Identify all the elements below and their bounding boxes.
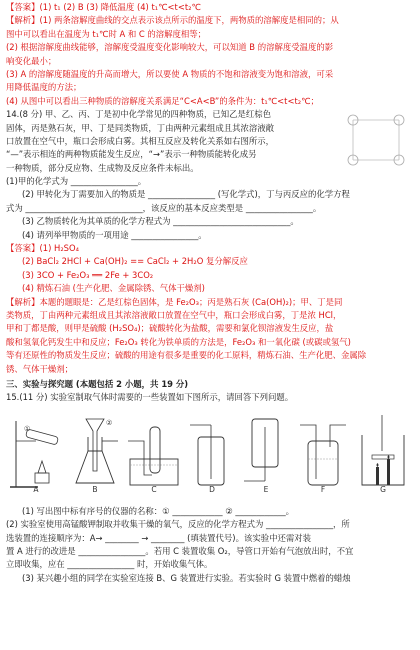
question-part-2-cont: 立即收集，应在 ________________ 时，开始收集气体。 bbox=[6, 559, 213, 570]
apparatus-label: B bbox=[92, 485, 98, 495]
explanation-line: 等有还原性的物质发生反应；硫酸的用途有很多是重要的化工原料，精炼石油、生产化肥、金属除 bbox=[6, 350, 367, 361]
apparatus-g bbox=[354, 411, 412, 495]
question-part-2-cont: 选装置的连接顺序为：A→ ________ → ________ (填装置代号)。该实验中还需对装 bbox=[6, 532, 311, 543]
explanation-line: 【解析】本题的题眼是：乙是红棕色固体，是 Fe₂O₃；丙是熟石灰 (Ca(OH)₂)；甲、丁是同 bbox=[6, 296, 343, 307]
answer-line: (2) BaCl₂ 2HCl + Ca(OH)₂ == CaCl₂ + 2H₂O 复分解反应 bbox=[22, 256, 248, 267]
explanation-line: 甲和丁都是酸，则甲是硫酸 (H₂SO₄)；硫酸转化为盐酸，需要和氯化钡溶液发生反应，盐 bbox=[6, 323, 334, 334]
apparatus-label: E bbox=[263, 485, 269, 495]
question-text: 15.(11 分) 实验室制取气体时需要的一些装置如下图所示，请回答下列问题。 bbox=[6, 392, 294, 403]
explanation-line: 酸和氢氧化钙发生中和反应；Fe₂O₃ 转化为铁单质的方法是，Fe₂O₃ 和一氧化碳 (或碳或氢气) bbox=[6, 336, 351, 347]
section-heading: 三、实验与探究题 (本题包括 2 小题，共 19 分) bbox=[6, 378, 189, 389]
question-text: 口放置在空气中，瓶口会形成白雾。其相互反应及转化关系如右图所示， bbox=[6, 135, 274, 146]
apparatus-b bbox=[68, 411, 122, 495]
apparatus-e bbox=[240, 411, 292, 495]
question-15 bbox=[6, 391, 415, 585]
question-14 bbox=[6, 108, 415, 242]
apparatus-c bbox=[126, 411, 182, 495]
question-text: 14.(8 分) 甲、乙、丙、丁是初中化学常见的四种物质，已知乙是红棕色 bbox=[6, 109, 272, 120]
question-part-3: (3) 乙物质转化为其单质的化学方程式为 ____________________________。 bbox=[22, 216, 299, 227]
answer-line: (4) 精炼石油 (生产化肥、金属除锈、气体干燥剂) bbox=[22, 283, 205, 294]
question-part-2-cont: 式为 ____________________________，该反应的基本反应类型是 ________________。 bbox=[6, 202, 322, 213]
answer-line: (3) 3CO + Fe₂O₃ ══ 2Fe + 3CO₂ bbox=[22, 269, 154, 280]
svg-text:①: ① bbox=[24, 424, 31, 433]
apparatus-label: G bbox=[380, 485, 386, 495]
explanation-line: (3) A 的溶解度随温度的升高而增大，所以要使 A 物质的不饱和溶液变为饱和溶液，可采 bbox=[6, 68, 334, 79]
explanation-line: (2) 根据溶解度曲线能够，溶解度受温度变化影响较大，可以知道 B 的溶解度受温度的影 bbox=[6, 42, 334, 53]
apparatus-a bbox=[8, 411, 64, 495]
svg-text:②: ② bbox=[106, 418, 113, 427]
question-text: “—”表示相连的两种物质能发生反应，“→”表示一种物质能转化成另 bbox=[6, 149, 257, 160]
explanation-line: 类物质，丁由两种元素组成且其浓溶液敞口放置在空气中，瓶口会形成白雾，丁是浓 HCl， bbox=[6, 309, 342, 320]
question-part-2: (2) 甲转化为丁需要加入的物质是 ________________ (写化学式)，丁与丙反应的化学方程 bbox=[22, 189, 350, 200]
explanation-line: (4) 从图中可以看出三种物质的溶解度关系满足“C<A<B”的条件为：t₁℃<t<t₂℃； bbox=[6, 95, 319, 106]
explanation-line: 图中可以看出在温度为 t₁℃时 A 和 C 的溶解度相等； bbox=[6, 28, 207, 39]
apparatus-label: F bbox=[320, 485, 326, 495]
document-page bbox=[6, 1, 415, 585]
explanation-line: 响变化最小； bbox=[6, 55, 57, 66]
explanation-line: 锈、气体干燥剂； bbox=[6, 363, 73, 374]
explanation-line: 用降低温度的方法； bbox=[6, 82, 82, 93]
question-part-4: (4) 请列举甲物质的一项用途 ________________。 bbox=[22, 229, 207, 240]
apparatus-d bbox=[186, 411, 238, 495]
answer-block-14 bbox=[6, 242, 415, 376]
apparatus-figure bbox=[6, 407, 415, 505]
explanation-line: 【解析】(1) 两条溶解度曲线的交点表示该点所示的温度下，两物质的溶解度是相同的；从 bbox=[6, 15, 339, 26]
relation-diagram bbox=[341, 110, 411, 172]
answer-line: 【答案】(1) H₂SO₄ bbox=[6, 243, 79, 254]
question-part-1: (1) 写出图中标有序号的仪器的名称：① ____________ ② ____________。 bbox=[22, 505, 295, 516]
question-text: 固体，丙是熟石灰，甲、丁是同类物质，丁由两种元素组成且其浓溶液敞 bbox=[6, 122, 274, 133]
question-part-1: (1)甲的化学式为 ________________。 bbox=[6, 176, 147, 187]
answer-line: 【答案】(1) t₁ (2) B (3) 降低温度 (4) t₁℃<t<t₂℃ bbox=[6, 2, 201, 12]
question-text: 一种物质，部分反应物、生成物及反应条件未标出。 bbox=[6, 162, 199, 173]
apparatus-label: D bbox=[209, 485, 215, 495]
answer-block-13 bbox=[6, 1, 415, 108]
question-part-2-cont: 置 A 进行的改进是 ________________。若用 C 装置收集 O₂，导管口开始有气泡放出时，不宜 bbox=[6, 545, 354, 556]
apparatus-label: A bbox=[33, 485, 39, 495]
question-part-3: (3) 某兴趣小组的同学在实验室连接 B、G 装置进行实验。若实验时 G 装置中燃着的蜡烛 bbox=[22, 572, 351, 583]
question-part-2: (2) 实验室使用高锰酸钾制取并收集干燥的氧气，反应的化学方程式为 ________________，所 bbox=[6, 519, 350, 530]
apparatus-f bbox=[296, 411, 350, 495]
apparatus-label: C bbox=[151, 485, 157, 495]
